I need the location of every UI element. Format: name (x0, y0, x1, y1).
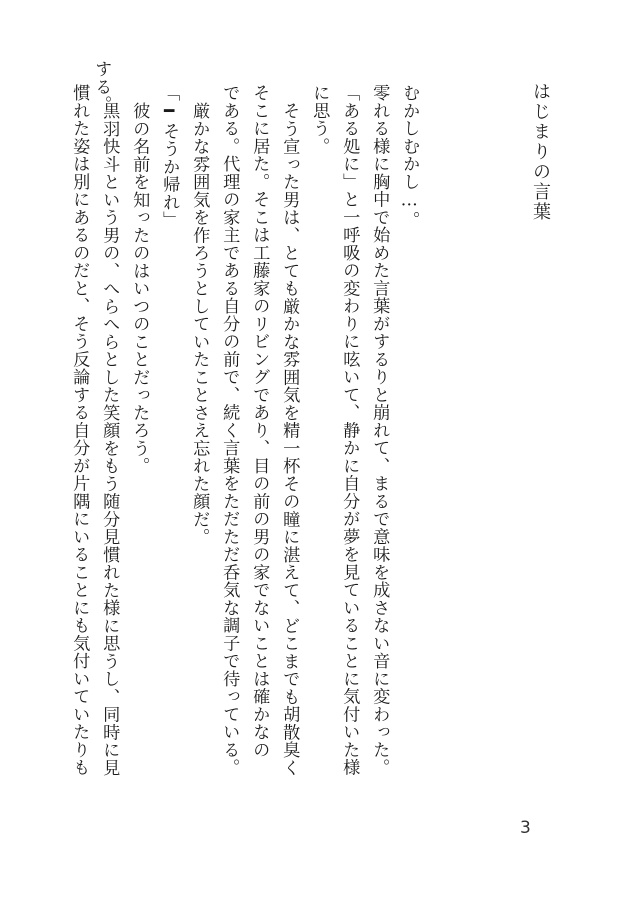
text-column-8: 厳かな雰囲気を作ろうとしていたことさえ忘れた顔だ。 (189, 102, 210, 546)
text-column-12: 慣れた姿は別にあるのだと、そう反論する自分が片隅にいることにも気付いていたりも (69, 84, 90, 777)
text-column-3: 「ある処に」と一呼吸の変わりに呟いて、静かに自分が夢を見ていることに気付いた様 (339, 84, 360, 777)
text-column-9: 「━そうか帰れ」 (159, 84, 180, 229)
text-column-5: そう宣った男は、とても厳かな雰囲気を精一杯その瞳に湛えて、どこまでも胡散臭く (279, 102, 300, 777)
text-column-4: に思う。 (309, 84, 330, 155)
text-column-7: である。代理の家主である自分の前で、続く言葉をただただ呑気な調子で待っている。 (219, 84, 240, 777)
text-column-6: そこに居た。そこは工藤家のリビングであり、目の前の男の家でないことは確かなの (249, 84, 270, 759)
text-column-11: 黒羽快斗という男の、へらへらとした笑顔をもう随分見慣れた様に思うし、同時に見 (99, 102, 120, 777)
text-column-10: 彼の名前を知ったのはいつのことだったろう。 (129, 102, 150, 475)
page-title: はじまりの言葉 (530, 82, 551, 222)
text-column-2: 零れる様に胸中で始めた言葉がするりと崩れて、まるで意味を成さない音に変わった。 (369, 84, 390, 777)
text-column-1: むかしむかし…。 (399, 84, 420, 229)
page-number: 3 (520, 818, 531, 838)
text-column-13: する。 (91, 60, 112, 114)
